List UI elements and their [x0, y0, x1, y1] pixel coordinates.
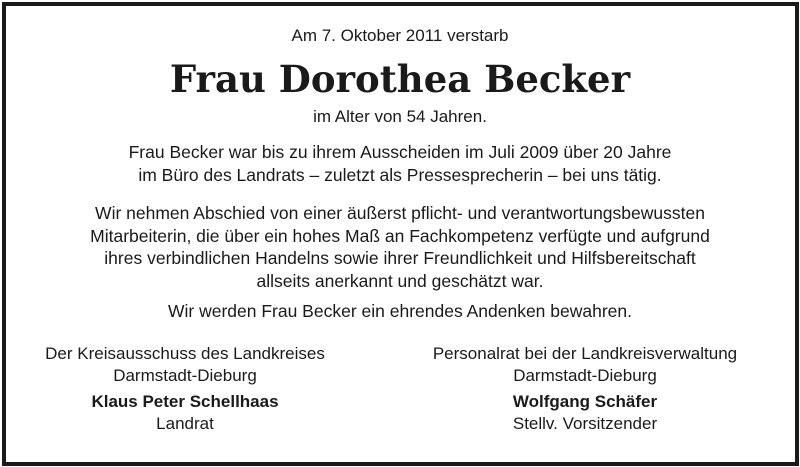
- text-line: ihres verbindlichen Handelns sowie ihrer Freundlichkeit und Hilfsbereitschaft: [104, 248, 696, 268]
- deceased-name: Frau Dorothea Becker: [169, 57, 631, 101]
- organization-line: Der Kreisausschuss des Landkreises: [45, 344, 325, 363]
- signature-block-right: [412, 343, 758, 434]
- signer-name: Wolfgang Schäfer: [512, 392, 658, 411]
- organization-line: Darmstadt-Dieburg: [113, 365, 257, 385]
- signature-block-left: [16, 343, 354, 434]
- tribute-paragraph-2: [0, 202, 800, 292]
- signer-role: Stellv. Vorsitzender: [512, 413, 658, 433]
- organization-line: Darmstadt-Dieburg: [513, 365, 657, 385]
- text-line: allseits anerkannt und geschätzt war.: [256, 270, 544, 291]
- organization-line: Personalrat bei der Landkreisverwaltung: [432, 344, 738, 363]
- age-line: im Alter von 54 Jahren.: [313, 107, 487, 126]
- text-line: Mitarbeiterin, die über ein hohes Maß an Fachkompetenz verfügte und aufgrund: [90, 225, 710, 246]
- signer-role: Landrat: [156, 413, 214, 433]
- tribute-paragraph-1: [0, 141, 800, 186]
- text-line: Wir nehmen Abschied von einer äußerst pflicht- und verantwortungsbewussten: [95, 203, 705, 223]
- date-line: Am 7. Oktober 2011 verstarb: [291, 26, 509, 45]
- text-line: im Büro des Landrats – zuletzt als Pressesprecherin – bei uns tätig.: [138, 164, 662, 185]
- closing-line: Wir werden Frau Becker ein ehrendes Andenken bewahren.: [167, 301, 632, 321]
- signer-name: Klaus Peter Schellhaas: [91, 392, 279, 411]
- text-line: Frau Becker war bis zu ihrem Ausscheiden im Juli 2009 über 20 Jahre: [128, 142, 672, 162]
